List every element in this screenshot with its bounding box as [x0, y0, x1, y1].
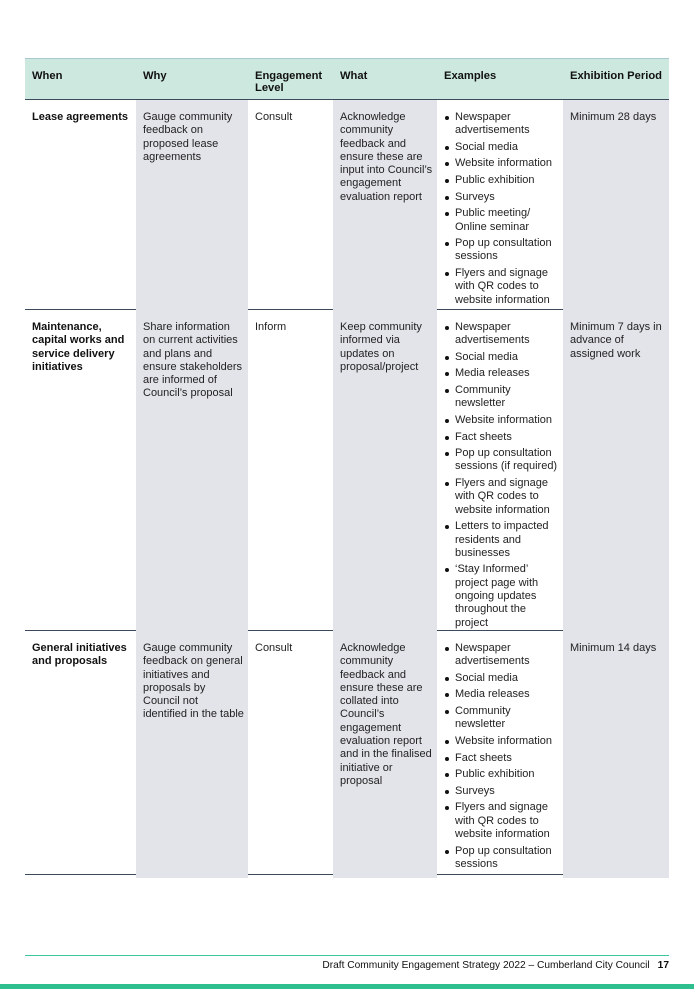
- cell-when: Lease agreements: [32, 111, 128, 123]
- example-item: ‘Stay Informed’ project page with ongoing updates throughout the project: [444, 563, 559, 629]
- table-row-maintenance: [25, 310, 669, 631]
- example-item: Fact sheets: [444, 752, 559, 765]
- cell-what: Keep community informed via updates on proposal/project: [333, 310, 437, 637]
- example-item: Social media: [444, 351, 559, 364]
- example-item: Social media: [444, 672, 559, 685]
- header-why: Why: [143, 70, 167, 82]
- examples-list: [444, 642, 559, 871]
- example-item: Surveys: [444, 191, 559, 204]
- cell-engagement-level: Consult: [255, 642, 293, 654]
- table-header-row: [25, 59, 669, 99]
- page-number: 17: [657, 960, 669, 971]
- cell-examples: [437, 310, 563, 637]
- cell-engagement-level: Consult: [255, 111, 293, 123]
- example-item: Website information: [444, 414, 559, 427]
- example-item: Public exhibition: [444, 174, 559, 187]
- examples-list: [444, 321, 559, 630]
- header-engagement-level: Engagement Level: [255, 70, 323, 94]
- cell-what: Acknowledge community feedback and ensure these are collated into Council’s engagement evaluation report and in the finalised initiative or proposal: [333, 631, 437, 878]
- example-item: Media releases: [444, 367, 559, 380]
- footer-rule: [25, 955, 669, 956]
- examples-list: [444, 111, 559, 307]
- cell-when: General initiatives and proposals: [32, 642, 127, 668]
- header-exhibition-period: Exhibition Period: [570, 70, 662, 82]
- example-item: Website information: [444, 157, 559, 170]
- example-item: Flyers and signage with QR codes to website information: [444, 267, 559, 307]
- table-row-lease-agreements: [25, 100, 669, 310]
- example-item: Pop up consultation sessions: [444, 237, 559, 264]
- example-item: Public meeting/ Online seminar: [444, 207, 559, 234]
- example-item: Newspaper advertisements: [444, 111, 559, 138]
- example-item: Community newsletter: [444, 384, 559, 411]
- example-item: Community newsletter: [444, 705, 559, 732]
- cell-when: Maintenance, capital works and service delivery initiatives: [32, 321, 125, 373]
- header-what: What: [340, 70, 368, 82]
- table-row-general-initiatives: [25, 631, 669, 875]
- example-item: Social media: [444, 141, 559, 154]
- page-footer: [322, 960, 669, 971]
- cell-why: Share information on current activities and plans and ensure stakeholders are informed of Council’s proposal: [136, 310, 248, 637]
- example-item: Flyers and signage with QR codes to website information: [444, 477, 559, 517]
- header-when: When: [32, 70, 63, 82]
- footer-document-title: Draft Community Engagement Strategy 2022 – Cumberland City Council: [322, 960, 650, 971]
- cell-what: Acknowledge community feedback and ensure these are input into Council’s engagement evaluation report: [333, 100, 437, 314]
- example-item: Fact sheets: [444, 431, 559, 444]
- example-item: Newspaper advertisements: [444, 642, 559, 669]
- example-item: Newspaper advertisements: [444, 321, 559, 348]
- cell-exhibition-period: Minimum 7 days in advance of assigned work: [563, 310, 669, 637]
- cell-exhibition-period: Minimum 28 days: [563, 100, 669, 314]
- engagement-table: [25, 58, 669, 875]
- example-item: Website information: [444, 735, 559, 748]
- example-item: Surveys: [444, 785, 559, 798]
- example-item: Pop up consultation sessions (if required): [444, 447, 559, 474]
- cell-exhibition-period: Minimum 14 days: [563, 631, 669, 878]
- cell-examples: [437, 100, 563, 314]
- example-item: Media releases: [444, 688, 559, 701]
- cell-examples: [437, 631, 563, 878]
- header-examples: Examples: [444, 70, 497, 82]
- bottom-accent-bar: [0, 984, 694, 989]
- example-item: Pop up consultation sessions: [444, 845, 559, 872]
- cell-why: Gauge community feedback on proposed lease agreements: [136, 100, 248, 314]
- cell-why: Gauge community feedback on general initiatives and proposals by Council not identified in the table: [136, 631, 248, 878]
- example-item: Public exhibition: [444, 768, 559, 781]
- example-item: Letters to impacted residents and businesses: [444, 520, 559, 560]
- example-item: Flyers and signage with QR codes to website information: [444, 801, 559, 841]
- cell-engagement-level: Inform: [255, 321, 287, 333]
